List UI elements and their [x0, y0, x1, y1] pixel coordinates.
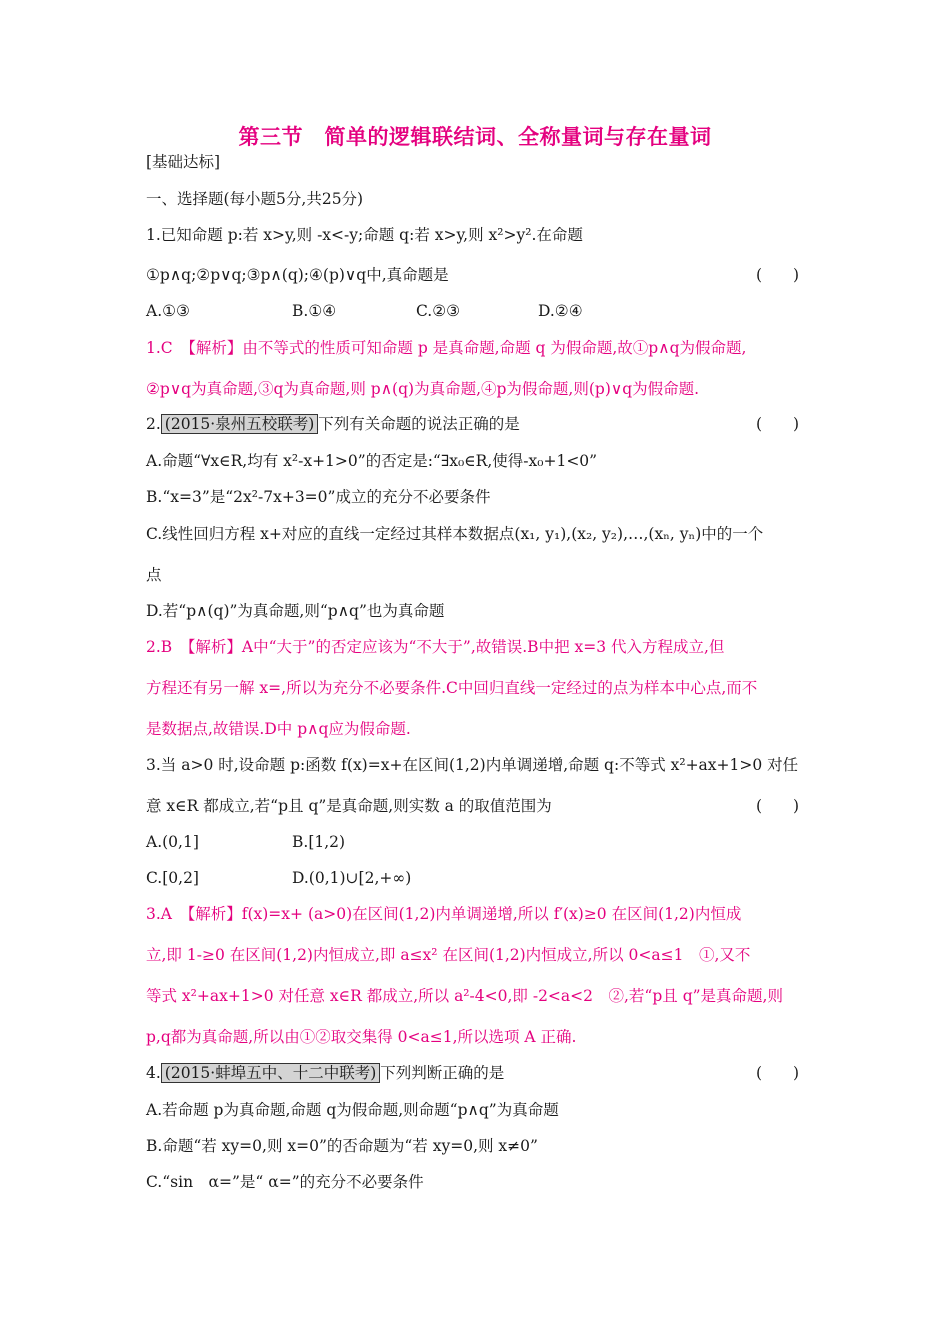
q3-solution-line-3: 等式 x²+ax+1>0 对任意 x∈R 都成立,所以 a²-4<0,即 -2<a<2 ②,若“p且 q”是真命题,则	[146, 987, 783, 1005]
q4-option-a: A.若命题 p为真命题,命题 q为假命题,则命题“p∧q”为真命题	[146, 1101, 559, 1119]
q4-stem-text: 下列判断正确的是	[380, 1064, 505, 1082]
q1-stem-line-1: 1.已知命题 p:若 x>y,则 -x<-y;命题 q:若 x>y,则 x²>y².在命题	[146, 226, 583, 244]
q3-solution-line-1: 3.A 【解析】f(x)=x+ (a>0)在区间(1,2)内单调递增,所以 f′(x)≥0 在区间(1,2)内恒成	[146, 905, 742, 923]
q4-answer-paren: ( )	[756, 1064, 800, 1082]
q3-option-a: A.(0,1]	[146, 833, 199, 851]
q3-solution-line-4: p,q都为真命题,所以由①②取交集得 0<a≤1,所以选项 A 正确.	[146, 1028, 577, 1046]
q3-option-b: B.[1,2)	[292, 833, 346, 851]
q2-solution-line-2: 方程还有另一解 x=,所以为充分不必要条件.C中回归直线一定经过的点为样本中心点,而不	[146, 679, 758, 697]
q1-option-b: B.①④	[292, 302, 337, 320]
q2-solution-line-1: 2.B 【解析】A中“大于”的否定应该为“不大于”,故错误.B中把 x=3 代入方程成立,但	[146, 638, 725, 656]
q2-stem-text: 下列有关命题的说法正确的是	[318, 415, 520, 433]
q1-stem-line-2: ①p∧q;②p∨q;③p∧(q);④(p)∨q中,真命题是	[146, 266, 449, 284]
q4-source-tag: (2015·蚌埠五中、十二中联考)	[161, 1063, 380, 1083]
q1-option-d: D.②④	[538, 302, 583, 320]
q1-solution-line-1: 1.C 【解析】由不等式的性质可知命题 p 是真命题,命题 q 为假命题,故①p∧q为假命题,	[146, 339, 747, 357]
part-heading: 一、选择题(每小题5分,共25分)	[146, 190, 364, 208]
q2-option-c-line-2: 点	[146, 566, 162, 584]
q1-option-c: C.②③	[416, 302, 461, 320]
q2-number: 2.	[146, 415, 161, 433]
q2-option-c-line-1: C.线性回归方程 x+对应的直线一定经过其样本数据点(x₁, y₁),(x₂, y₂),…,(xₙ, yₙ)中的一个	[146, 525, 764, 543]
q4-option-b: B.命题“若 xy=0,则 x=0”的否命题为“若 xy=0,则 x≠0”	[146, 1137, 538, 1155]
q3-option-c: C.[0,2]	[146, 869, 199, 887]
q2-source-tag: (2015·泉州五校联考)	[161, 414, 318, 434]
q2-stem	[146, 414, 520, 434]
q3-option-d: D.(0,1)∪[2,+∞)	[292, 869, 412, 887]
q2-option-a: A.命题“∀x∈R,均有 x²-x+1>0”的否定是:“∃x₀∈R,使得-x₀+1<0”	[146, 452, 598, 470]
q1-option-a: A.①③	[146, 302, 190, 320]
q4-number: 4.	[146, 1064, 161, 1082]
q4-stem	[146, 1063, 504, 1083]
page-title: 第三节 简单的逻辑联结词、全称量词与存在量词	[238, 124, 712, 149]
q1-answer-paren: ( )	[756, 266, 800, 284]
q3-stem-line-2: 意 x∈R 都成立,若“p且 q”是真命题,则实数 a 的取值范围为	[146, 797, 552, 815]
q2-option-b: B.“x=3”是“2x²-7x+3=0”成立的充分不必要条件	[146, 488, 491, 506]
q3-solution-line-2: 立,即 1-≥0 在区间(1,2)内恒成立,即 a≤x² 在区间(1,2)内恒成立,所以 0<a≤1 ①,又不	[146, 946, 751, 964]
q4-option-c: C.“sin α=”是“ α=”的充分不必要条件	[146, 1173, 424, 1191]
section-label: [基础达标]	[146, 153, 221, 171]
q2-solution-line-3: 是数据点,故错误.D中 p∧q应为假命题.	[146, 720, 411, 738]
q2-answer-paren: ( )	[756, 415, 800, 433]
q1-solution-line-2: ②p∨q为真命题,③q为真命题,则 p∧(q)为真命题,④p为假命题,则(p)∨q为假命题.	[146, 380, 700, 398]
q2-option-d: D.若“p∧(q)”为真命题,则“p∧q”也为真命题	[146, 602, 445, 620]
q3-answer-paren: ( )	[756, 797, 800, 815]
q3-stem-line-1: 3.当 a>0 时,设命题 p:函数 f(x)=x+在区间(1,2)内单调递增,命题 q:不等式 x²+ax+1>0 对任	[146, 756, 799, 774]
